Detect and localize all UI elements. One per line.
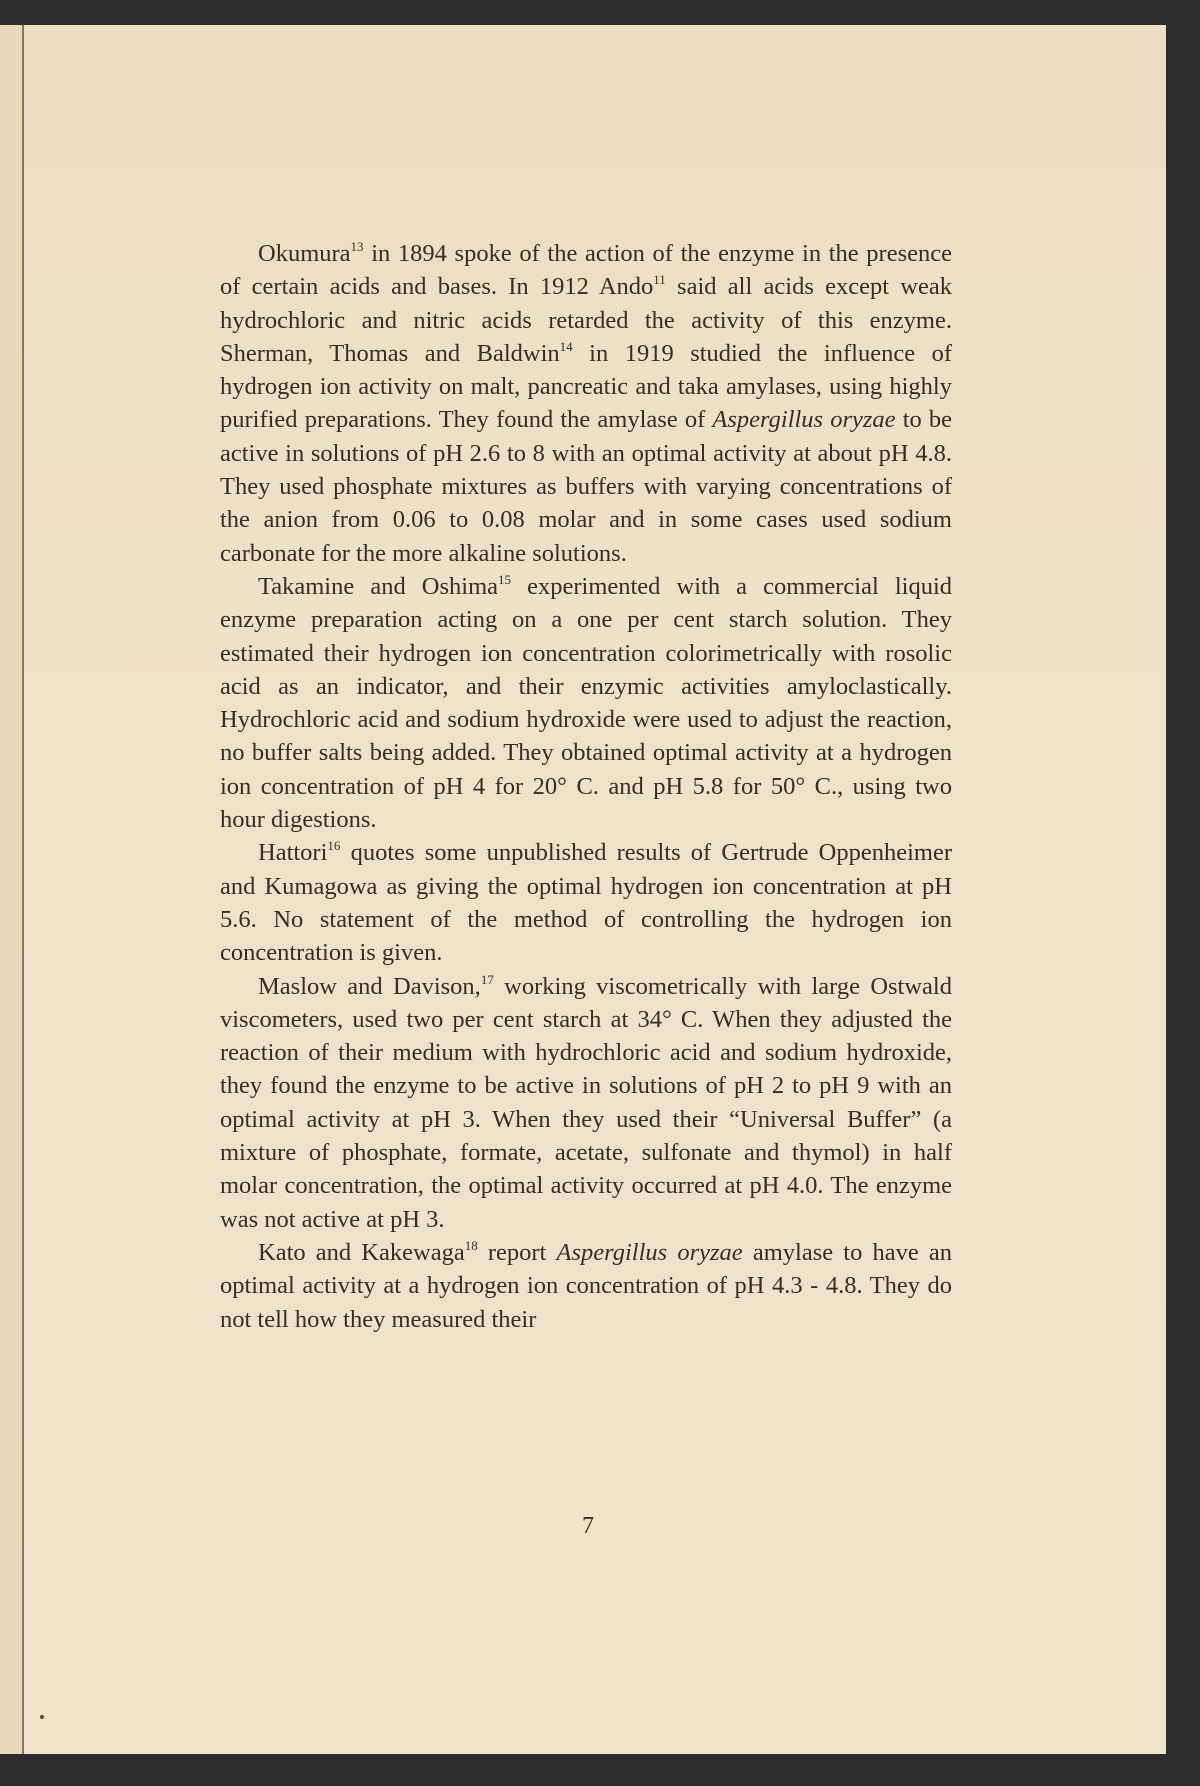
footnote-ref: 15 xyxy=(498,571,512,587)
book-page xyxy=(0,25,1166,1754)
text-run: Okumura xyxy=(258,240,351,267)
text-run: Hattori xyxy=(258,839,328,867)
footnote-ref: 13 xyxy=(350,239,364,254)
facing-page-edge xyxy=(0,25,22,1754)
page-number: 7 xyxy=(582,1513,594,1539)
text-run: quotes some unpublished results of Gertrude Oppenheimer and Kumagowa as giving the optimal hydrogen ion concentration at pH 5.6. No statement of the method of controlling the hydrogen ion concentration is given. xyxy=(220,839,952,967)
paragraph-maslow-davison xyxy=(220,970,952,1236)
text-run: in 1919 studied the influence of hydrogen ion activity on malt, pancreatic and taka amylases, using highly purified preparations. They found the amylase of xyxy=(220,339,952,434)
footnote-ref: 17 xyxy=(480,971,494,987)
paragraph-kato-kakewaga xyxy=(220,1236,952,1336)
text-run: experimented with a commercial liquid enzyme preparation acting on a one per cent starch solution. They estimated their hydrogen ion concentration colorimetrically with rosolic acid as an indicator, and their enzymic activities amyloclastically. Hydrochloric acid and sodium hydroxide were used to adjust the reaction, no buffer salts being added. They obtained optimal activity at a hydrogen ion concentration of pH 4 for 20° C. and pH 5.8 for 50° C., using two hour digestions. xyxy=(220,572,953,834)
text-run: Takamine and Oshima xyxy=(258,572,499,600)
text-run: in 1894 spoke of the action of the enzyme in the presence of certain acids and bases. In 1912 Ando xyxy=(220,240,952,301)
paragraph-takamine-oshima xyxy=(220,570,952,836)
species-name: Aspergillus oryzae xyxy=(556,1238,743,1266)
body-text xyxy=(220,237,952,1336)
text-run: said all acids except weak hydrochloric and nitric acids retarded the activity of this enzyme. Sherman, Thomas and Baldwin xyxy=(220,273,952,367)
paragraph-okumura xyxy=(220,237,952,570)
species-name: Aspergillus oryzae xyxy=(712,406,896,434)
text-run: Maslow and Davison, xyxy=(258,972,481,1000)
text-run: to be active in solutions of pH 2.6 to 8 with an optimal activity at about pH 4.8. They used phosphate mixtures as buffers with varying concentrations of the anion from 0.06 to 0.08 molar and in some cases used sodium carbonate for the more alkaline solutions. xyxy=(220,406,953,567)
footnote-ref: 16 xyxy=(327,838,341,854)
footnote-ref: 14 xyxy=(559,338,573,354)
footnote-ref: 11 xyxy=(653,272,666,288)
footnote-ref: 18 xyxy=(464,1237,478,1253)
binding-gutter-line xyxy=(22,25,24,1754)
paper-speck xyxy=(40,1715,44,1719)
text-run: report xyxy=(477,1238,557,1266)
paragraph-hattori xyxy=(220,836,952,969)
text-run: amylase to have an optimal activity at a hydrogen ion concentration of pH 4.3 - 4.8. They do not tell how they measured their xyxy=(220,1238,952,1333)
text-run: working viscometrically with large Ostwald viscometers, used two per cent starch at 34° C. When they adjusted the reaction of their medium with hydrochloric acid and sodium hydroxide, they found the enzyme to be active in solutions of pH 2 to pH 9 with an optimal activity at pH 3. When they used their “Universal Buffer” (a mixture of phosphate, formate, acetate, sulfonate and thymol) in half molar concentration, the optimal activity occurred at pH 4.0. The enzyme was not active at pH 3. xyxy=(220,972,952,1233)
text-run: Kato and Kakewaga xyxy=(258,1238,465,1266)
